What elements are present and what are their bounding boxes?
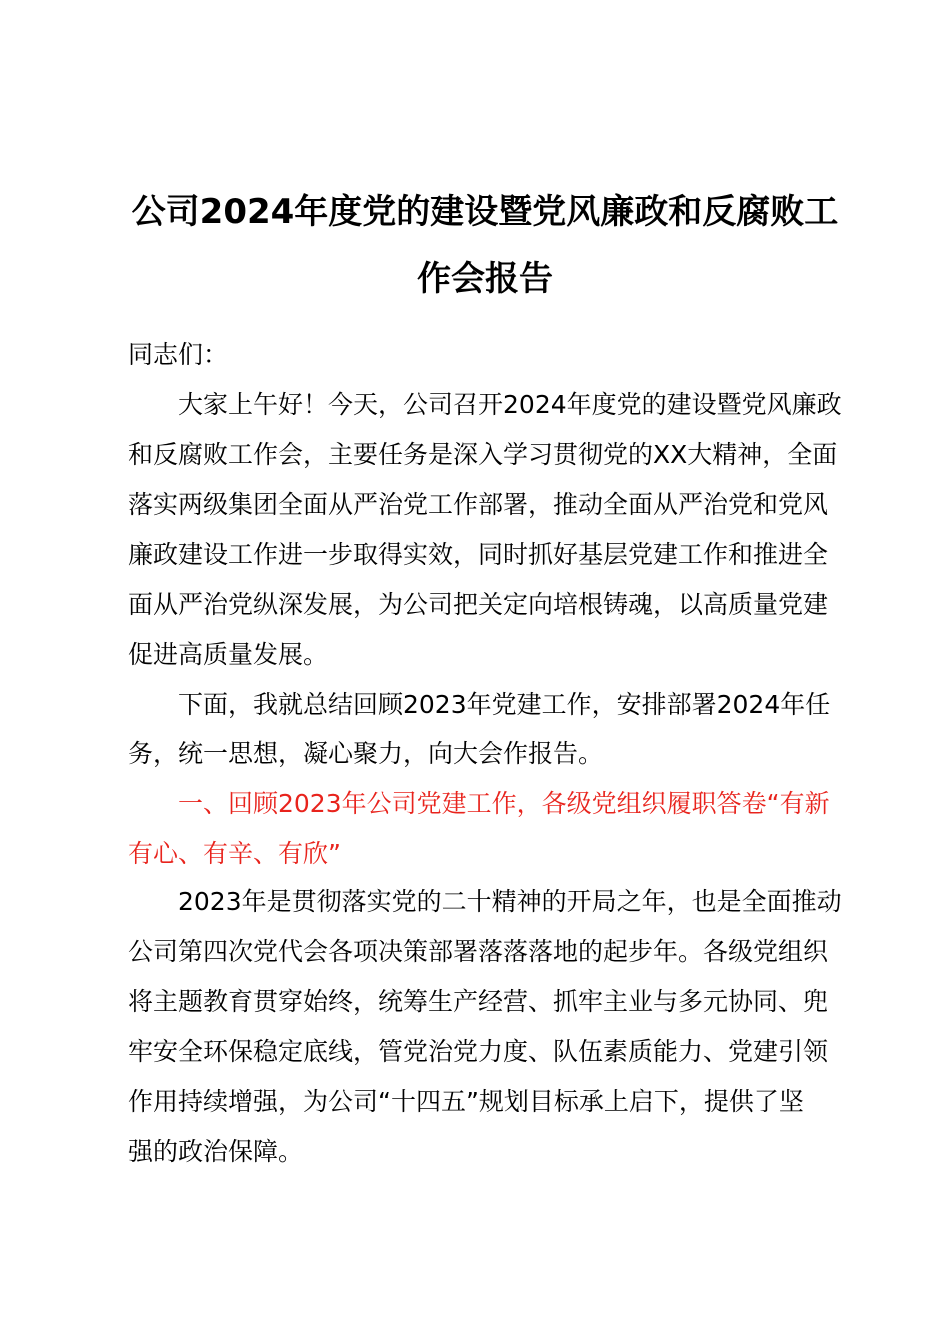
- paragraph-2-line-2: 务，统一思想，凝心聚力，向大会作报告。: [128, 739, 604, 768]
- paragraph-3-line-3: 将主题教育贯穿始终，统筹生产经营、抓牢主业与多元协同、兜: [128, 987, 829, 1016]
- paragraph-3-line-4: 牢安全环保稳定底线，管党治党力度、队伍素质能力、党建引领: [128, 1037, 829, 1066]
- paragraph-2-line-1: 下面，我就总结回顾2023年党建工作，安排部署2024年任: [178, 690, 831, 719]
- section-heading-line-2: 有心、有辛、有欣”: [128, 839, 341, 868]
- section-heading-line-1: 一、回顾2023年公司党建工作，各级党组织履职答卷“有新: [178, 789, 830, 818]
- document-title-line-2: 作会报告: [417, 259, 553, 299]
- paragraph-3-line-5: 作用持续增强，为公司“十四五”规划目标承上启下，提供了坚: [128, 1087, 804, 1116]
- paragraph-1-line-5: 面从严治党纵深发展，为公司把关定向培根铸魂，以高质量党建: [128, 590, 829, 619]
- paragraph-1-line-6: 促进高质量发展。: [128, 640, 329, 669]
- paragraph-1-line-3: 落实两级集团全面从严治党工作部署，推动全面从严治党和党风: [128, 490, 829, 519]
- paragraph-3-line-2: 公司第四次党代会各项决策部署落落落地的起步年。各级党组织: [128, 937, 829, 966]
- salutation: 同志们：: [128, 340, 229, 369]
- paragraph-1-line-2: 和反腐败工作会，主要任务是深入学习贯彻党的XX大精神，全面: [128, 440, 838, 469]
- paragraph-1-line-4: 廉政建设工作进一步取得实效，同时抓好基层党建工作和推进全: [128, 540, 829, 569]
- document-title-line-1: 公司2024年度党的建设暨党风廉政和反腐败工: [131, 192, 839, 232]
- paragraph-3-line-1: 2023年是贯彻落实党的二十精神的开局之年，也是全面推动: [178, 887, 842, 916]
- paragraph-3-line-6: 强的政治保障。: [128, 1137, 304, 1166]
- paragraph-1-line-1: 大家上午好！今天，公司召开2024年度党的建设暨党风廉政: [178, 390, 842, 419]
